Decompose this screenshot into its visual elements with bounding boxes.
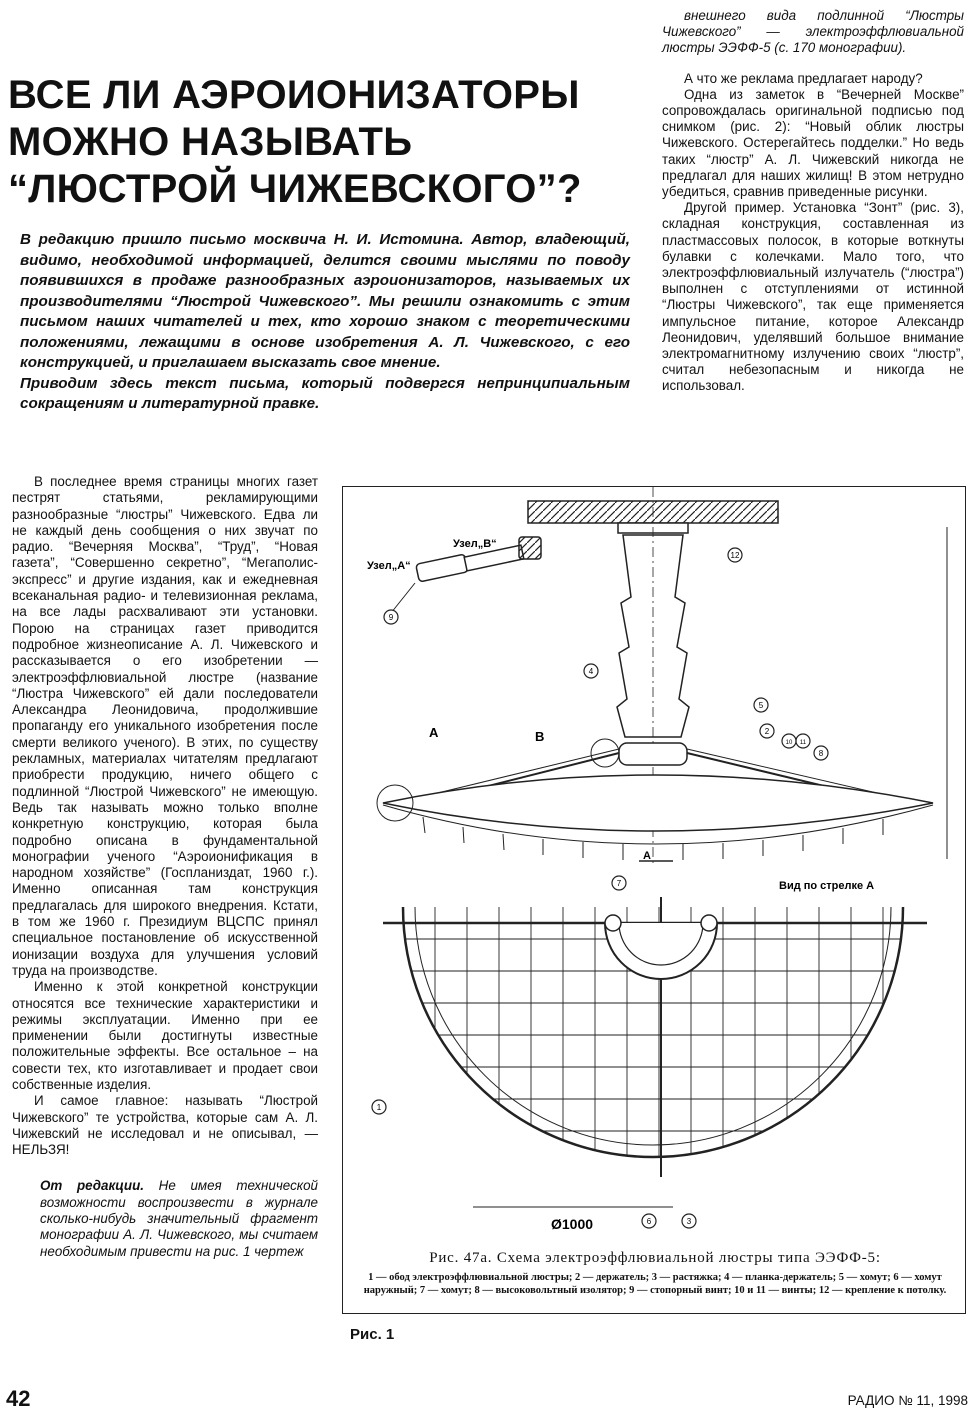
section-letter: А [643,850,651,862]
editor-note [12,1178,318,1259]
node-b-circle [591,739,619,767]
letter-a: А [429,725,439,740]
left-column-paragraph-2: Именно к этой конкретной конструкции относятся все технические характеристики и режимы эксплуатации. Именно при ее применении были достигнуты известные положительные эффекты. Все остальное – на совести тех, кто изготавливает и продает свои собственные изделия. [12,979,318,1092]
right-column-paragraph-2: Одна из заметок в “Вечерней Москве” сопровождалась оригинальной подписью под снимком (рис. 2): “Новый облик люстры Чижевского. Остерегайтесь подделки.” Но ведь таких “люстр” А. Л. Чижевский никогда не предлагал для наших жилищ! В этом нетрудно убедиться, сравнив приведенные рисунки. [662,86,964,200]
clamp-right [701,915,717,931]
callout-1 [372,1100,386,1114]
rim-profile [383,775,933,831]
clamp-left [605,915,621,931]
title-line-3: “ЛЮСТРОЙ ЧИЖЕВСКОГО”? [8,167,582,211]
article-title [8,72,648,213]
right-column-lead: внешнего вида подлинной “Люстры Чижевского” — электроэффлювиальной люстры ЭЭФФ-5 (с. 170 монографии). [662,8,964,56]
right-column-paragraph-3: Другой пример. Установка “Зонт” (рис. 3), складная конструкция, составленная из пластмассовых полосок, в которые воткнуты булавки с колечками. Мало того, что электроэффлювиальный излучатель (“люстра”) выполнен с отступлениями от истинной “Люстры Чижевского”, так еще применяется импульсное питание, которое Александр Леонидович, уделявший большое внимание электромагнитному излучению своих “люстр”, считал небезопасным и никогда не использовал. [662,200,964,394]
page-number: 42 [6,1386,31,1411]
caption-legend: 1 — обод электроэффлювиальной люстры; 2 — держатель; 3 — растяжка; 4 — планка-держатель; 5 — хомут; 6 — хомут наружный; 7 — хомут; 8 — высоковольтный изолятор; 9 — стопорный винт; 10 и 11 — винты; 12 — крепление к потолку. [363,1272,947,1296]
svg-text:6: 6 [646,1217,652,1226]
chandelier-drawing [343,487,967,1315]
figure-label: Рис. 1 [350,1326,395,1343]
view-label: Вид по стрелке А [779,880,875,892]
callout-11 [796,734,810,748]
svg-text:3: 3 [686,1217,692,1226]
svg-text:11: 11 [799,740,807,746]
editor-note-text: Не имея технической возможности воспроизвести в журнале сколько-нибудь значительный фрагмент монографии А. Л. Чижевского, мы считаем необходимым привести на рис. 1 чертеж [40,1178,318,1259]
svg-text:9: 9 [388,613,394,622]
callout-7 [612,876,626,890]
right-column [662,8,964,395]
svg-text:10: 10 [785,740,793,746]
caption-title: Рис. 47а. Схема электроэффлювиальной люстры типа ЭЭФФ-5: [429,1250,881,1266]
issue-info: РАДИО № 11, 1998 [847,1393,968,1408]
callout-5 [754,698,768,712]
detail-leader [391,583,415,613]
left-column-paragraph-3: И самое главное: называть “Люстрой Чижевского” те устройства, которые сам А. Л. Чижевский не исследовал и не описывал, — НЕЛЬЗЯ! [12,1093,318,1158]
intro-paragraph-2: Приводим здесь текст письма, который подвергся непринципиальным сокращениям и литературной правке. [20,374,630,412]
article-intro [20,230,630,415]
figure-frame [342,486,966,1314]
figure-caption [350,1250,960,1297]
hub [619,743,687,765]
callout-8 [814,746,828,760]
node-a-label: Узел„А“ [367,560,411,572]
left-column [12,474,318,1260]
svg-text:1: 1 [376,1103,382,1112]
callout-2 [760,724,774,738]
node-b-label: Узел„В“ [453,538,497,550]
intro-paragraph-1: В редакцию пришло письмо москвича Н. И. Истомина. Автор, владеющий, видимо, необходимой информацией, делится своими мыслями по поводу появившихся в продаже разнообразных аэроионизаторов, называемых их производителями “Люстрой Чижевского”. Мы решили ознакомить с этим письмом наших читателей и тех, кто хорошо знаком с теоретическими положениями, лежащими в основе изобретения А. Л. Чижевского, с его конструкцией, и приглашаем высказать свое мнение. [20,231,630,371]
callout-3 [682,1214,696,1228]
callout-10 [782,734,796,748]
callout-4 [584,664,598,678]
svg-text:4: 4 [588,667,594,676]
callout-12 [728,548,742,562]
svg-text:8: 8 [818,749,824,758]
title-line-1: ВСЕ ЛИ АЭРОИОНИЗАТОРЫ [8,73,580,117]
left-column-paragraph-1: В последнее время страницы многих газет пестрят статьями, рекламирующими разнообразные “люстры” Чижевского. Едва ли не каждый день сообщения о них звучат по радио. “Вечерняя Москва”, “Труд”, “Новая газета”, “Совершенно секретно”, “Мегаполис-экспресс” и другие издания, как и ежедневная всеканальная радио- и телевизионная реклама, на все лады расхваливают эти установки. Порою на страницах газет приводится подробное жизнеописание А. Л. Чижевского и рассказывается о его изобретении — электроэффлювиальной люстре (название “Люстра Чижевского” ей дали последователи Александра Леонидовича, продолжившие пропаганду его уникального изобретения после смерти великого ученого). В этих, по существу рекламных, материалах читателям предлагают приобрести продукцию, ничего общего с подлинной “Люстрой Чижевского” не имеющую. Ведь так называть можно только вполне конкретную конструкцию, которая была подробно описана в фундаментальной монографии ученого “Аэроионификация в народном хозяйстве” (Госпланиздат, 1960 г.). Именно описанная там конструкция предлагалась для широкого внедрения. Кстати, в том же 1960 г. Президиум ВЦСПС принял специальное постановление об искусственной ионизации воздуха для улучшения условий труда на производстве. [12,474,318,978]
callout-6 [642,1214,656,1228]
svg-text:2: 2 [764,727,770,736]
title-line-2: МОЖНО НАЗЫВАТЬ [8,120,413,164]
diameter-label: Ø1000 [551,1216,594,1232]
svg-text:5: 5 [758,701,764,710]
callout-9 [384,610,398,624]
editor-note-label: От редакции. [40,1178,145,1194]
letter-b: В [535,729,545,744]
svg-text:12: 12 [730,551,740,560]
svg-text:7: 7 [616,879,622,888]
right-column-paragraph-1: А что же реклама предлагает народу? [684,70,923,86]
